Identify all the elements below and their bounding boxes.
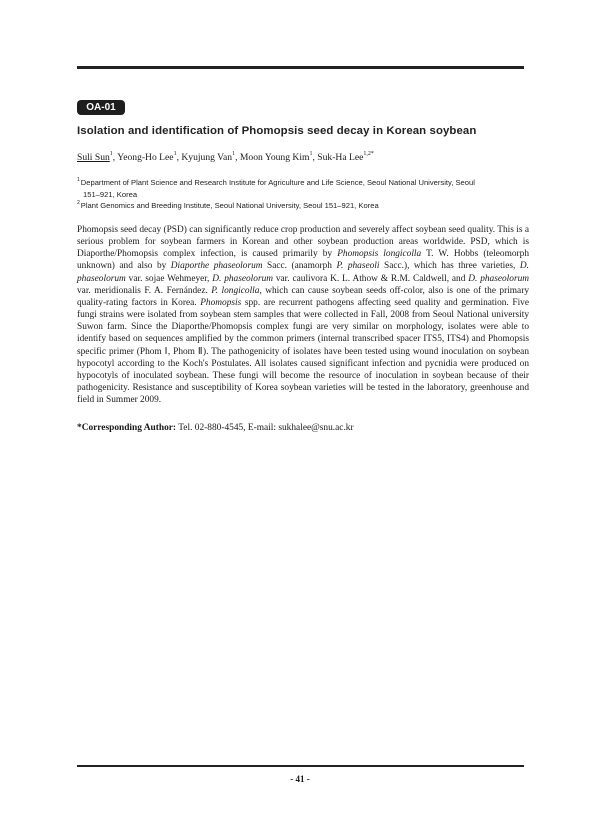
author-name: Yeong-Ho Lee xyxy=(117,152,174,163)
abstract-italic-term: P. longicolla xyxy=(211,285,260,296)
page-number: - 41 - xyxy=(290,774,310,784)
author-affiliation-mark: 1,2* xyxy=(363,151,374,157)
abstract-body xyxy=(77,224,529,406)
corresponding-author xyxy=(77,423,529,433)
author-separator: , xyxy=(235,152,240,163)
abstract-text-run: T. W. Hobbs (teleomorph unknown) and also by xyxy=(77,249,529,272)
author xyxy=(317,152,374,163)
author xyxy=(181,152,240,163)
affiliation-text: Department of Plant Science and Research Institute for Agriculture and Life Science, Seoul National University, Seoul xyxy=(80,178,475,187)
corresponding-author-contact: Tel. 02-880-4545, E-mail: sukhalee@snu.ac.kr xyxy=(176,423,354,433)
corresponding-author-label: *Corresponding Author: xyxy=(77,423,177,433)
paper-title: Isolation and identification of Phomopsis seed decay in Korean soybean xyxy=(77,125,477,137)
top-rule xyxy=(77,66,524,69)
author-list xyxy=(77,151,537,163)
author-name: Kyujung Van xyxy=(181,152,233,163)
abstract-italic-term: Phomopsis longicolla xyxy=(337,249,422,260)
author xyxy=(117,152,181,163)
abstract-text-run: spp. are recurrent pathogens affecting seed quality and germination. Five fungi strains were isolated from soybean stem samples that were collected in Fall, 2008 from Seoul National university Suwon farm. Since the Diaporthe/Phomopsis complex fungi are very similar on morphology, isolates were able to identify based on sequences amplified by the common primers (internal transcribed spacer ITS5, ITS4) and Phomopsis specific primer (Phom Ⅰ, Phom Ⅱ). The pathogenicity of isolates have been tested using wound inoculation on soybean hypocotyl according to the Koch's Postulates. All isolates caused significant infection and pycnidia were produced on hypocotyls of inoculated soybean. These fungi will become the resource of inoculation in soybean because of their pathogenicity. Resistance and susceptibility of Korea soybean varieties will be tested in the laboratory, greenhouse and field in Summer 2009. xyxy=(77,297,529,406)
abstract-italic-term: P. phaseoli xyxy=(336,261,380,272)
author-affiliation-mark: 1 xyxy=(232,151,236,157)
author xyxy=(240,152,317,163)
author-separator: , xyxy=(112,152,118,163)
abstract-text-run: var. caulivora K. L. Athow & R.M. Caldwell, and xyxy=(273,273,469,284)
affiliation-text-continued: 151–921, Korea xyxy=(83,189,138,199)
affiliation-number: 2 xyxy=(77,200,80,206)
author-name: Suli Sun xyxy=(77,152,110,163)
author-affiliation-mark: 1 xyxy=(309,151,313,157)
author-affiliation-mark: 1 xyxy=(173,151,177,157)
affiliation-number: 1 xyxy=(77,177,80,183)
abstract-paragraph xyxy=(77,224,529,406)
abstract-text-run: var. meridionalis F. A. Fernández. xyxy=(77,285,212,296)
author-affiliation-mark: 1 xyxy=(109,151,113,157)
abstract-text-run: , which can cause soybean seeds off-color, also is one of the primary quality-rating factors in Korea. xyxy=(77,285,529,308)
abstract-italic-term: D. phaseolorum xyxy=(77,261,529,284)
author xyxy=(77,152,117,163)
author-separator: , xyxy=(312,152,318,163)
abstract-text-run: Phomopsis seed decay (PSD) can significantly reduce crop production and severely affect soybean seed quality. This is a serious problem for soybean farmers in Korean and other soybean production areas worldwide. PSD, which is Diaporthe/Phomopsis complex infection, is caused primarily by xyxy=(77,225,529,260)
affiliation-1 xyxy=(77,175,529,200)
affiliation-text: Plant Genomics and Breeding Institute, Seoul National University, Seoul 151–921, Korea xyxy=(80,201,379,210)
abstract-italic-term: Phomopsis xyxy=(200,297,242,308)
abstract-italic-term: D. phaseolorum xyxy=(468,273,530,284)
author-name: Moon Young Kim xyxy=(239,152,310,163)
bottom-rule xyxy=(77,765,524,767)
abstract-text-run: var. sojae Wehmeyer, xyxy=(125,273,213,284)
affiliation-2 xyxy=(77,198,529,212)
abstract-id-badge: OA-01 xyxy=(77,100,125,115)
abstract-italic-term: Diaporthe phaseolorum xyxy=(170,261,263,272)
abstract-text-run: Sacc.), which has three varieties, xyxy=(379,261,520,272)
abstract-text-run: Sacc. (anamorph xyxy=(262,261,337,272)
abstract-italic-term: D. phaseolorum xyxy=(212,273,273,284)
author-separator: , xyxy=(176,152,182,163)
author-name: Suk-Ha Lee xyxy=(317,152,364,163)
